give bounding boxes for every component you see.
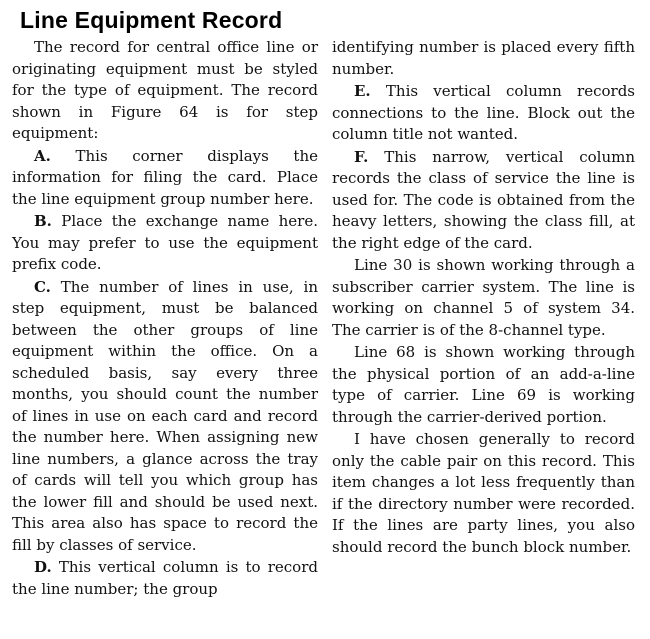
item-c-paragraph [12,277,318,557]
item-d-continued: identifying number is placed every fifth number. [332,38,635,78]
item-e-paragraph [332,81,635,146]
item-f-paragraph [332,147,635,255]
item-e-text: This vertical column records connections to the line. Block out the column title not wanted. [332,82,635,143]
item-b-paragraph [12,211,318,276]
left-column [12,37,318,601]
line68-paragraph: Line 68 is shown working through the physical portion of an add-a-line type of carrier. Line 69 is working through the carrier-derived portion. [332,343,635,426]
item-f-label: F. [354,147,369,166]
item-d-paragraph [12,557,318,600]
item-b-text: Place the exchange name here. You may prefer to use the equipment prefix code. [12,212,318,273]
item-e-label: E. [354,82,371,100]
item-c-label: C. [34,277,51,296]
item-d-text: This vertical column is to record the line number; the group [12,558,318,598]
item-a-paragraph [12,146,318,211]
item-f-text: This narrow, vertical column records the class of service the line is used for. The code is obtained from the heavy letters, showing the class fill, at the right edge of the card. [332,147,635,252]
item-a-text: This corner displays the information for filing the card. Place the line equipment group number here. [12,146,318,208]
page-title: Line Equipment Record [20,7,283,33]
item-a-label: A. [34,146,51,165]
cable-pair-paragraph: I have chosen generally to record only the cable pair on this record. This item changes a lot less frequently than if the directory number were recorded. If the lines are party lines, you also should record the bunch block number. [332,430,635,556]
intro-paragraph: The record for central office line or originating equipment must be styled for the type of equipment. The record shown in Figure 64 is for step equipment: [12,38,318,142]
line30-paragraph: Line 30 is shown working through a subscriber carrier system. The line is working on channel 5 of system 34. The carrier is of the 8-channel type. [332,256,635,339]
item-b-label: B. [34,212,52,230]
item-c-text: The number of lines in use, in step equipment, must be balanced between the other groups of line equipment within the office. On a scheduled basis, say every three months, you should count the number of lines in use on each card and record the number here. When assigning new line numbers, a glance across the tray of cards will tell you which group has the lower fill and should be used next. This area also has space to record the fill by classes of service. [12,277,318,554]
right-column [332,37,635,559]
item-d-label: D. [34,558,52,576]
